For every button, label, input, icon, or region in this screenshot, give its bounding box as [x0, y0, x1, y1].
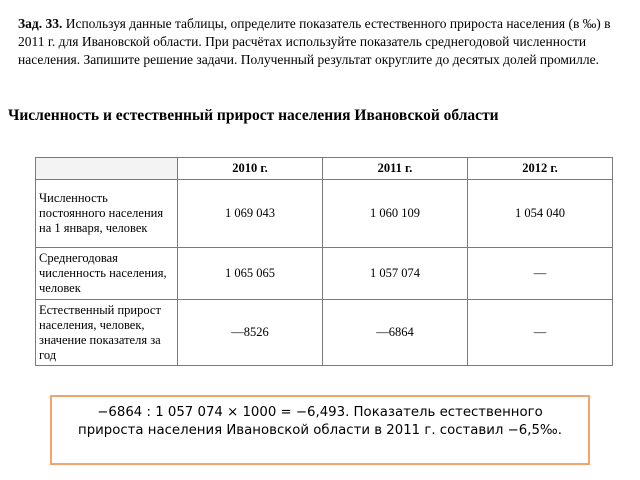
cell-value: 1 060 109: [323, 180, 468, 248]
table-row: [36, 300, 613, 366]
task-statement: [18, 15, 618, 69]
cell-value: —6864: [323, 300, 468, 366]
table-row: [36, 180, 613, 248]
table-title: Численность и естественный прирост населения Ивановской области: [8, 107, 499, 124]
header-corner: [36, 158, 178, 180]
table-row: [36, 248, 613, 300]
cell-value: —8526: [178, 300, 323, 366]
header-2010: 2010 г.: [178, 158, 323, 180]
cell-value: 1 057 074: [323, 248, 468, 300]
header-2012: 2012 г.: [468, 158, 613, 180]
cell-value: 1 054 040: [468, 180, 613, 248]
population-table: [35, 157, 613, 366]
cell-value: —: [468, 248, 613, 300]
table-header-row: [36, 158, 613, 180]
answer-box: [50, 395, 590, 465]
cell-value: 1 065 065: [178, 248, 323, 300]
cell-value: 1 069 043: [178, 180, 323, 248]
row-label-natural-growth: Естественный прирост населения, человек, значение показателя за год: [36, 300, 178, 366]
row-label-average-population: Среднегодовая численность населения, человек: [36, 248, 178, 300]
answer-text: −6864 : 1 057 074 × 1000 = −6,493. Показатель естественного прироста населения Ивановской области в 2011 г. составил −6,5‰.: [78, 405, 562, 438]
cell-value: —: [468, 300, 613, 366]
task-number: Зад. 33.: [18, 16, 63, 31]
task-text: Используя данные таблицы, определите показатель естественного прироста населения (в ‰) в 2011 г. для Ивановской области. При расчётах используйте показатель среднегодовой численности населения. Запишите решение задачи. Полученный результат округлите до десятых долей промилле.: [18, 16, 611, 67]
header-2011: 2011 г.: [323, 158, 468, 180]
row-label-population: Численность постоянного населения на 1 января, человек: [36, 180, 178, 248]
